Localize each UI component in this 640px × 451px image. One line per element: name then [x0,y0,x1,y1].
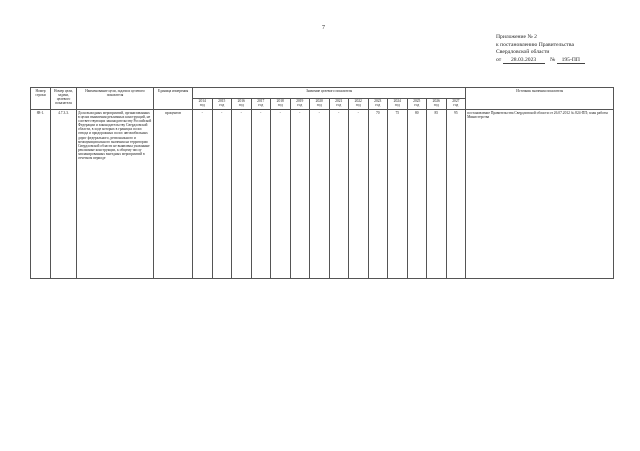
appendix-date: 28.03.2023 [503,57,545,64]
year-header: 2023 год [368,98,388,110]
year-header: 2019 год [290,98,310,110]
cell-value: 75 [388,110,408,279]
cell-value: - [349,110,369,279]
year-header: 2015 год [212,98,232,110]
cell-value: - [329,110,349,279]
cell-value: - [271,110,291,279]
appendix-header [496,34,585,64]
cell-value: - [251,110,271,279]
year-header: 2025 год [407,98,427,110]
year-header: 2016 год [232,98,252,110]
header-name: Наименование цели, задачи и целевого показателя [77,88,154,110]
cell-value: - [232,110,252,279]
appendix-line3: Свердловской области [496,49,550,56]
appendix-line2: к постановлению Правительства [496,41,574,48]
cell-source: постановление Правительства Свердловской области от 26.07.2012 № 824-ПП; план работы Министерства [466,110,614,279]
year-header: 2014 год [193,98,213,110]
table-row [31,110,614,279]
cell-value: 85 [427,110,447,279]
year-header: 2020 год [310,98,330,110]
year-header: 2021 год [329,98,349,110]
number-prefix: № [549,56,556,63]
year-header: 2017 год [251,98,271,110]
cell-value: 95 [446,110,466,279]
cell-unit: процентов [154,110,193,279]
cell-value: - [290,110,310,279]
header-values-group: Значение целевого показателя [193,88,466,99]
cell-value: 80 [407,110,427,279]
year-header: 2027 год [446,98,466,110]
year-header: 2026 год [427,98,447,110]
year-header: 2024 год [388,98,408,110]
header-unit: Единица измерения [154,88,193,110]
appendix-number: 195-ПП [557,57,585,64]
appendix-date-line [496,57,585,65]
cell-name: Доля выходных мероприятий, организованных в целях выявления рекламных конструкций, не соответствующих законодательству Российской Федерации и законодательству Свердловской области, в ходе которых в границах полос отвода и придорожных полос автомобильных дорог федерального, регионального и межмуниципального значения на территории Свердловской области не выявлены указанные рекламные конструкции, к общему числу запланированных выездных мероприятий в отчетном периоде [77,110,154,279]
cell-value: - [310,110,330,279]
header-goal-number: Номер цели, задачи, целевого показателя [51,88,77,110]
indicator-table [30,87,614,279]
year-header: 2018 год [271,98,291,110]
date-prefix: от [496,56,502,63]
cell-row-number: 88-1. [31,110,51,279]
cell-value: 70 [368,110,388,279]
cell-value: - [193,110,213,279]
header-row-number: Номер строки [31,88,51,110]
page-number: 7 [322,25,325,31]
cell-value: - [212,110,232,279]
cell-goal-number: 4.7.3.3. [51,110,77,279]
appendix-title: Приложение № 2 [496,34,537,40]
header-source: Источник значения показателя [466,88,614,110]
year-header: 2022 год [349,98,369,110]
